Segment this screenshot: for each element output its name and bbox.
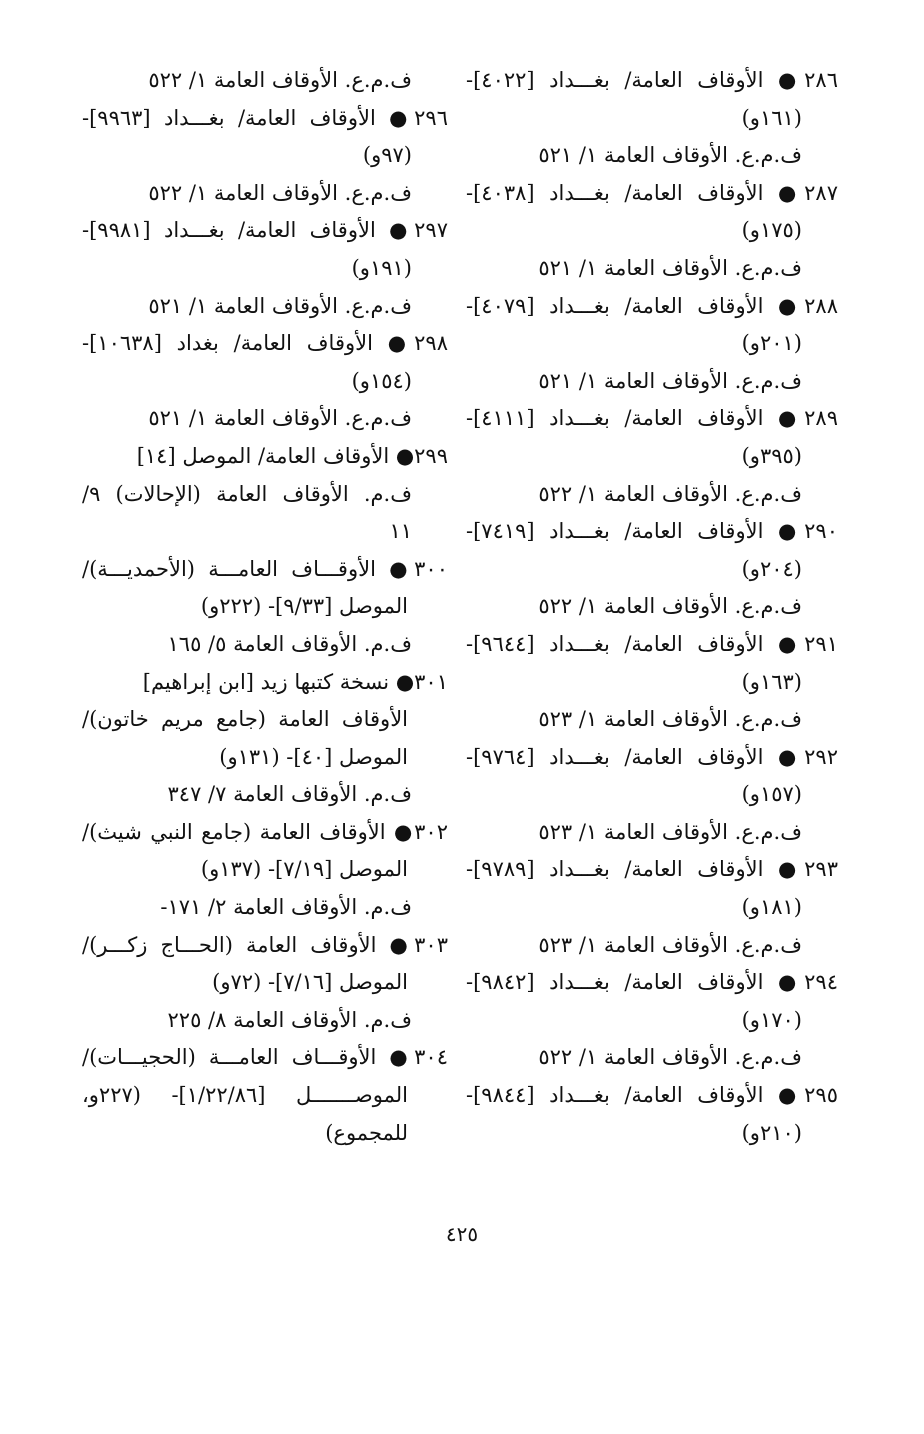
catalog-reference: ف.م. الأوقاف العامة ٨/ ٢٢٥ bbox=[167, 1007, 412, 1032]
entry-continuation: (١٧٥و) bbox=[741, 218, 802, 243]
catalog-reference: ف.م.ع. الأوقاف العامة ١/ ٥٢٢ bbox=[148, 180, 412, 205]
catalog-reference: ف.م.ع. الأوقاف العامة ١/ ٥٢١ bbox=[148, 406, 412, 431]
entry-continuation: (١٥٧و) bbox=[741, 782, 802, 807]
entry-heading: ٢٩٢● الأوقاف العامة/ بغـــداد [٩٧٦٤]- bbox=[466, 744, 838, 769]
entry-heading: ٢٩٥● الأوقاف العامة/ بغـــداد [٩٨٤٤]- bbox=[466, 1083, 838, 1108]
catalog-reference: ف.م.ع. الأوقاف العامة ١/ ٥٢٣ bbox=[538, 932, 802, 957]
entry-heading: ٢٩٩● الأوقاف العامة/ الموصل [١٤] bbox=[136, 443, 448, 468]
entry-heading: ٢٩١● الأوقاف العامة/ بغـــداد [٩٦٤٤]- bbox=[466, 631, 838, 656]
catalog-reference: ف.م. الأوقاف العامة (الإحالات) ٩/ bbox=[82, 481, 412, 506]
catalog-reference: ف.م. الأوقاف العامة ٢/ ١٧١- bbox=[160, 895, 412, 920]
entry-heading: ٢٨٦● الأوقاف العامة/ بغـــداد [٤٠٢٢]- bbox=[466, 68, 838, 92]
entry-continuation: (٢٠١و) bbox=[741, 331, 802, 356]
entry-continuation: (١٦٣و) bbox=[741, 669, 802, 694]
right-column bbox=[466, 62, 838, 1152]
catalog-reference: ف.م. الأوقاف العامة ٧/ ٣٤٧ bbox=[167, 782, 412, 807]
catalog-reference: ف.م.ع. الأوقاف العامة ١/ ٥٢٢ bbox=[148, 68, 412, 92]
entry-heading: ٢٩٠● الأوقاف العامة/ بغـــداد [٧٤١٩]- bbox=[466, 519, 838, 544]
entry-continuation: الموصل [٧/١٦]- (٧٢و) bbox=[212, 970, 408, 995]
entry-continuation: الموصل [٩/٣٣]- (٢٢٢و) bbox=[200, 594, 408, 619]
entry-heading: ٣٠٠● الأوقـــاف العامـــة (الأحمديـــة)/ bbox=[82, 556, 448, 581]
entry-heading: ٣٠١● نسخة كتبها زيد [ابن إبراهيم] bbox=[142, 669, 448, 694]
entry-continuation: الموصل [٤٠]- (١٣١و) bbox=[219, 744, 408, 769]
entry-heading: ٢٩٤● الأوقاف العامة/ بغـــداد [٩٨٤٢]- bbox=[466, 970, 838, 995]
entry-continuation: للمجموع) bbox=[325, 1120, 408, 1145]
entry-heading: ٢٨٧● الأوقاف العامة/ بغـــداد [٤٠٣٨]- bbox=[466, 180, 838, 205]
entry-continuation: الموصل [٧/١٩]- (١٣٧و) bbox=[200, 857, 408, 882]
catalog-reference: ف.م.ع. الأوقاف العامة ١/ ٥٢٣ bbox=[538, 819, 802, 844]
entry-continuation: (١٥٤و) bbox=[351, 368, 412, 393]
catalog-reference: ف.م.ع. الأوقاف العامة ١/ ٥٢١ bbox=[538, 255, 802, 280]
left-column bbox=[82, 62, 448, 1152]
page-number: ٤٢٥ bbox=[445, 1222, 479, 1246]
entry-heading: ٢٩٦● الأوقاف العامة/ بغـــداد [٩٩٦٣]- bbox=[82, 105, 448, 130]
catalog-reference: ف.م.ع. الأوقاف العامة ١/ ٥٢٣ bbox=[538, 707, 802, 732]
entry-continuation: (١٨١و) bbox=[741, 895, 802, 920]
catalog-reference: ف.م.ع. الأوقاف العامة ١/ ٥٢٢ bbox=[538, 481, 802, 506]
catalog-reference: ف.م.ع. الأوقاف العامة ١/ ٥٢١ bbox=[148, 293, 412, 318]
entry-continuation: (١٦١و) bbox=[741, 105, 802, 130]
catalog-reference: ف.م.ع. الأوقاف العامة ١/ ٥٢٢ bbox=[538, 1045, 802, 1070]
entry-continuation: (٣٩٥و) bbox=[741, 443, 802, 468]
entry-heading: ٣٠٢● الأوقاف العامة (جامع النبي شيث)/ bbox=[82, 819, 448, 844]
entry-heading: ٢٩٣● الأوقاف العامة/ بغـــداد [٩٧٨٩]- bbox=[466, 857, 838, 882]
entry-continuation: الأوقاف العامة (جامع مريم خاتون)/ bbox=[82, 707, 408, 732]
catalog-reference: ف.م.ع. الأوقاف العامة ١/ ٥٢٢ bbox=[538, 594, 802, 619]
entry-heading: ٣٠٤● الأوقـــاف العامـــة (الحجيـــات)/ bbox=[82, 1045, 448, 1070]
entry-heading: ٢٨٨● الأوقاف العامة/ بغـــداد [٤٠٧٩]- bbox=[466, 293, 838, 318]
entry-heading: ٢٩٨● الأوقاف العامة/ بغداد [١٠٦٣٨]- bbox=[82, 331, 448, 356]
catalog-reference: ف.م.ع. الأوقاف العامة ١/ ٥٢١ bbox=[538, 368, 802, 393]
catalog-reference: ١١ bbox=[389, 519, 412, 544]
entry-continuation: (٢٠٤و) bbox=[741, 556, 802, 581]
entry-heading: ٣٠٣● الأوقاف العامة (الحـــاج زكـــر)/ bbox=[82, 932, 448, 957]
entry-continuation: (٢١٠و) bbox=[741, 1120, 802, 1145]
catalog-reference: ف.م.ع. الأوقاف العامة ١/ ٥٢١ bbox=[538, 143, 802, 168]
entry-continuation: (١٩١و) bbox=[351, 255, 412, 280]
entry-continuation: (١٧٠و) bbox=[741, 1007, 802, 1032]
catalog-reference: ف.م. الأوقاف العامة ٥/ ١٦٥ bbox=[167, 631, 412, 656]
entry-heading: ٢٨٩● الأوقاف العامة/ بغـــداد [٤١١١]- bbox=[466, 406, 838, 431]
entry-continuation: (٩٧و) bbox=[362, 143, 412, 168]
entry-continuation: الموصـــــــل [١/٢٢/٨٦]- (٢٢٧و، bbox=[82, 1083, 408, 1108]
entry-heading: ٢٩٧● الأوقاف العامة/ بغـــداد [٩٩٨١]- bbox=[82, 218, 448, 243]
